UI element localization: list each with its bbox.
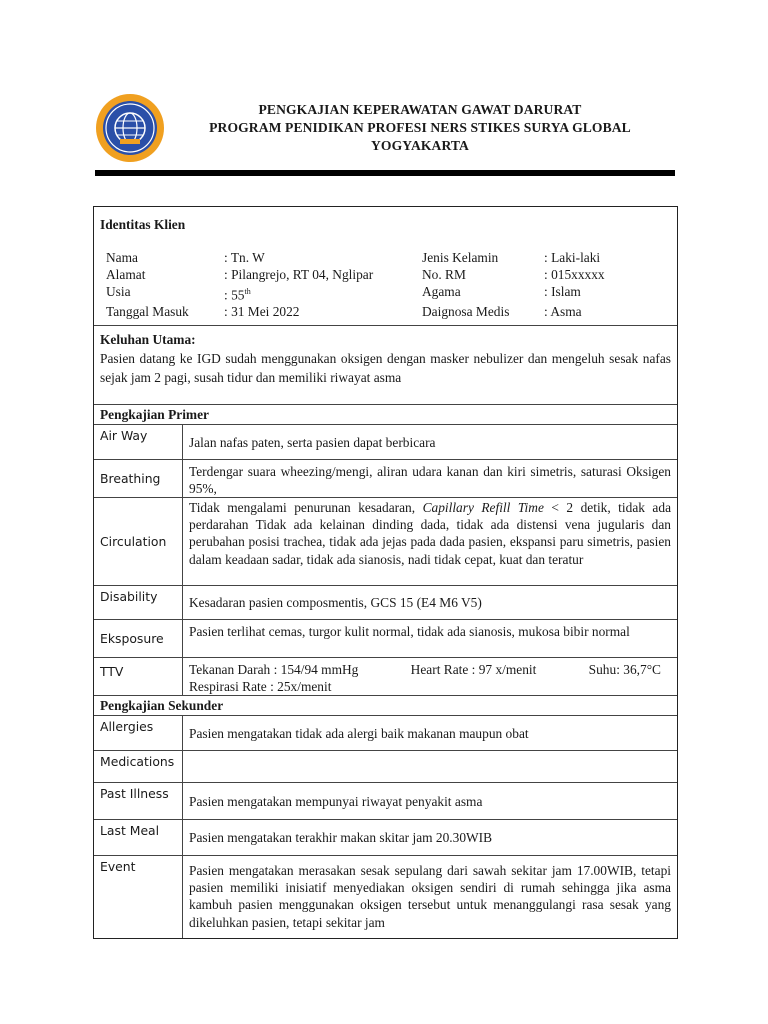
no-rm-label: No. RM — [422, 267, 466, 282]
medications-label: Medications — [94, 751, 183, 782]
assessment-table — [93, 206, 678, 939]
allergies-row — [94, 716, 677, 751]
institution-logo — [95, 93, 165, 163]
sekunder-title: Pengkajian Sekunder — [100, 698, 224, 713]
header-divider — [95, 170, 675, 176]
heart-rate: Heart Rate : 97 x/menit — [410, 662, 537, 677]
usia-label: Usia — [106, 284, 131, 299]
identitas-grid — [100, 249, 671, 320]
disability-value: Kesadaran pasien composmentis, GCS 15 (E4 M6 V5) — [189, 595, 482, 610]
airway-value: Jalan nafas paten, serta pasien dapat berbicara — [189, 434, 436, 450]
jenis-kelamin-label: Jenis Kelamin — [422, 250, 499, 265]
disability-label: Disability — [94, 586, 183, 619]
agama-value: : Islam — [544, 284, 581, 299]
blood-pressure: Tekanan Darah : 154/94 mmHg — [189, 662, 359, 677]
allergies-value: Pasien mengatakan tidak ada alergi baik makanan maupun obat — [189, 725, 529, 741]
nama-value: : Tn. W — [224, 250, 265, 265]
circulation-label: Circulation — [94, 498, 183, 585]
keluhan-text: Pasien datang ke IGD sudah menggunakan oksigen dengan masker nebulizer dan mengeluh sesak nafas sejak jam 2 pagi, susah tidur dan memiliki riwayat asma — [100, 351, 671, 385]
sekunder-title-row — [94, 696, 677, 716]
alamat-value: : Pilangrejo, RT 04, Nglipar — [224, 267, 374, 282]
eksposure-value: Pasien terlihat cemas, turgor kulit normal, tidak ada sianosis, mukosa bibir normal — [189, 624, 630, 639]
airway-row — [94, 425, 677, 460]
keluhan-title: Keluhan Utama: — [100, 332, 196, 347]
primer-title-row — [94, 405, 677, 425]
respiration-rate: Respirasi Rate : 25x/menit — [189, 679, 332, 694]
past-illness-row — [94, 783, 677, 820]
diagnosa-label: Daignosa Medis — [422, 304, 510, 320]
last-meal-value: Pasien mengatakan terakhir makan skitar jam 20.30WIB — [189, 830, 493, 845]
agama-label: Agama — [422, 284, 461, 299]
alamat-label: Alamat — [106, 267, 146, 282]
disability-row — [94, 586, 677, 620]
past-illness-label: Past Illness — [94, 783, 183, 819]
ttv-row — [94, 658, 677, 696]
last-meal-label: Last Meal — [94, 820, 183, 855]
identitas-title: Identitas Klien — [100, 217, 186, 232]
event-row — [94, 856, 677, 938]
breathing-label: Breathing — [94, 460, 183, 497]
ttv-label: TTV — [94, 658, 183, 695]
no-rm-value: : 015xxxxx — [544, 267, 605, 282]
identitas-section — [94, 207, 677, 326]
breathing-value: Terdengar suara wheezing/mengi, aliran udara kanan dan kiri simetris, saturasi Oksigen 95%, — [189, 464, 671, 496]
airway-label: Air Way — [94, 425, 183, 459]
breathing-row — [94, 460, 677, 498]
allergies-label: Allergies — [94, 716, 183, 750]
tanggal-masuk-value: : 31 Mei 2022 — [224, 304, 300, 320]
capillary-refill-term: Capillary Refill Time — [422, 500, 544, 515]
header-title: PENGKAJIAN KEPERAWATAN GAWAT DARURAT — [258, 102, 582, 117]
primer-title: Pengkajian Primer — [100, 407, 209, 422]
nama-label: Nama — [106, 250, 138, 265]
past-illness-value: Pasien mengatakan mempunyai riwayat penyakit asma — [189, 793, 483, 809]
header-city: YOGYAKARTA — [371, 138, 469, 153]
eksposure-row — [94, 620, 677, 658]
event-value: Pasien mengatakan merasakan sesak sepulang dari sawah sekitar jam 17.00WIB, tetapi pasien memiliki inisiatif menyediakan oksigen sendiri di rumah sehingga jika asma kambuh pasien menggunakan oksigen tersebut untuk menanggulangi rasa sesak yang dikeluhkan pasien, tetapi sekitar jam — [189, 863, 671, 930]
ttv-value — [183, 658, 677, 695]
circulation-value: Tidak mengalami penurunan kesadaran, Capillary Refill Time < 2 detik, tidak ada perdarahan Tidak ada kelainan dinding dada, tidak ada distensi vena jugularis dan perubahan posisi trachea, tidak ada jejas pada dada pasien, ekspansi paru simetris, pasien dalam keadaan sadar, tidak ada sianosis, nadi tidak cepat, kuat dan teratur — [189, 500, 672, 567]
diagnosa-value: : Asma — [544, 304, 582, 320]
circulation-row — [94, 498, 677, 586]
usia-superscript: th — [244, 287, 251, 296]
header-program: PROGRAM PENIDIKAN PROFESI NERS STIKES SURYA GLOBAL — [209, 120, 631, 135]
usia-value: : 55th — [224, 287, 251, 303]
eksposure-label: Eksposure — [94, 620, 183, 657]
temperature: Suhu: 36,7°C — [588, 662, 661, 677]
medications-value — [183, 751, 677, 782]
jenis-kelamin-value: : Laki-laki — [544, 250, 601, 265]
keluhan-section — [94, 326, 677, 405]
last-meal-row — [94, 820, 677, 856]
tanggal-masuk-label: Tanggal Masuk — [106, 304, 189, 320]
document-header — [190, 101, 650, 155]
event-label: Event — [94, 856, 183, 938]
medications-row — [94, 751, 677, 783]
